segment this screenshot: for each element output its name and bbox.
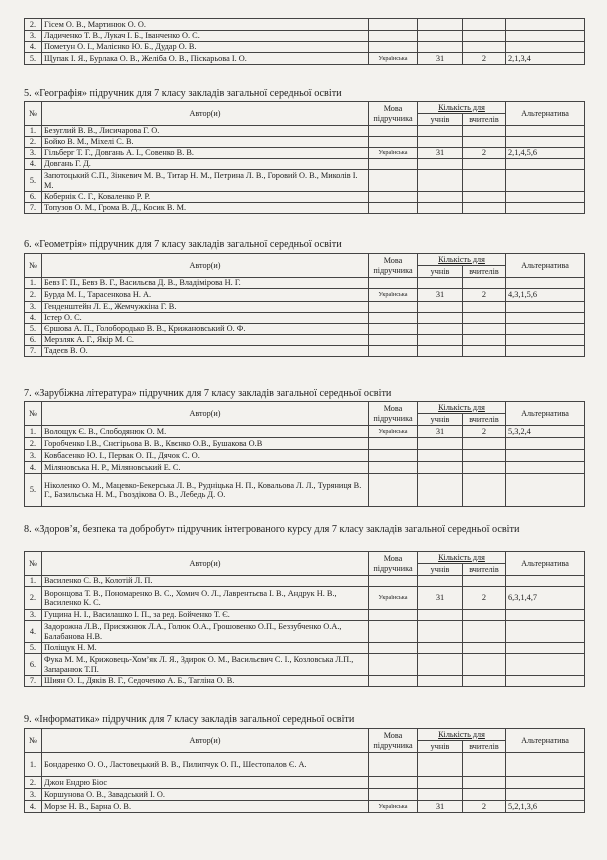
- row-language: [369, 203, 418, 214]
- row-alternative: [506, 31, 585, 42]
- row-teachers-count: [463, 19, 506, 31]
- row-language: [369, 137, 418, 148]
- row-students-count: [418, 753, 463, 777]
- col-author: Автор(и): [42, 729, 369, 753]
- row-alternative: 5,2,1,3,6: [506, 801, 585, 813]
- textbook-table: [24, 101, 585, 214]
- row-students-count: [418, 278, 463, 289]
- row-number: 6.: [25, 654, 42, 676]
- table-row: [25, 126, 585, 137]
- row-language: [369, 621, 418, 643]
- row-students-count: [418, 789, 463, 801]
- row-author: Бойко В. М., Міхелі С. В.: [42, 137, 369, 148]
- row-students-count: 31: [418, 801, 463, 813]
- row-number: 1.: [25, 278, 42, 289]
- row-alternative: [506, 777, 585, 789]
- row-language: [369, 610, 418, 621]
- row-alternative: [506, 302, 585, 313]
- row-teachers-count: [463, 137, 506, 148]
- row-students-count: [418, 450, 463, 462]
- row-students-count: [418, 42, 463, 53]
- row-language: [369, 462, 418, 474]
- table-row: [25, 335, 585, 346]
- row-author: Бондаренко О. О., Ластовецький В. В., Пилипчук О. П., Шестопалов Є. А.: [42, 753, 369, 777]
- row-alternative: [506, 576, 585, 587]
- row-language: [369, 789, 418, 801]
- table-informatics: [24, 728, 585, 813]
- table-row: [25, 654, 585, 676]
- row-teachers-count: [463, 170, 506, 192]
- row-number: 1.: [25, 426, 42, 438]
- row-teachers-count: [463, 42, 506, 53]
- row-teachers-count: [463, 335, 506, 346]
- row-students-count: [418, 676, 463, 687]
- row-alternative: [506, 676, 585, 687]
- row-number: 1.: [25, 576, 42, 587]
- section-title-geography: 5. «Географія» підручник для 7 класу закладів загальної середньої освіти: [24, 88, 342, 99]
- table-row: [25, 474, 585, 507]
- table-row: [25, 789, 585, 801]
- row-author: Мерзляк А. Г., Якір М. С.: [42, 335, 369, 346]
- row-teachers-count: [463, 789, 506, 801]
- row-language: [369, 126, 418, 137]
- row-number: 7.: [25, 676, 42, 687]
- row-author: Кобернік С. Г., Коваленко Р. Р.: [42, 192, 369, 203]
- table-row: [25, 170, 585, 192]
- row-language: Українська: [369, 148, 418, 159]
- table-row: [25, 137, 585, 148]
- row-number: 2.: [25, 587, 42, 610]
- row-alternative: [506, 654, 585, 676]
- row-language: [369, 19, 418, 31]
- row-number: 4.: [25, 621, 42, 643]
- row-language: [369, 438, 418, 450]
- row-number: 5.: [25, 170, 42, 192]
- col-alternative: Альтернатива: [506, 254, 585, 278]
- row-teachers-count: [463, 302, 506, 313]
- col-alternative: Альтернатива: [506, 102, 585, 126]
- col-num: №: [25, 729, 42, 753]
- col-teachers: вчителів: [463, 266, 506, 278]
- table-row: [25, 53, 585, 65]
- row-teachers-count: [463, 192, 506, 203]
- table-geography: [24, 101, 585, 214]
- row-author: Бевз Г. П., Бевз В. Г., Васильєва Д. В., Владімірова Н. Г.: [42, 278, 369, 289]
- row-alternative: [506, 450, 585, 462]
- row-alternative: [506, 42, 585, 53]
- row-alternative: [506, 159, 585, 170]
- row-students-count: [418, 170, 463, 192]
- col-teachers: вчителів: [463, 564, 506, 576]
- textbook-table: [24, 551, 585, 687]
- table-row: [25, 203, 585, 214]
- textbook-table: [24, 728, 585, 813]
- row-teachers-count: [463, 313, 506, 324]
- row-author: Коршунова О. В., Завадський І. О.: [42, 789, 369, 801]
- table-row: [25, 278, 585, 289]
- row-students-count: [418, 335, 463, 346]
- table-row: [25, 159, 585, 170]
- row-language: [369, 450, 418, 462]
- row-author: Ладиченко Т. В., Лукач І. Б., Іванченко О. С.: [42, 31, 369, 42]
- row-number: 4.: [25, 462, 42, 474]
- col-quantity: Кількість для: [418, 402, 506, 414]
- row-number: 3.: [25, 302, 42, 313]
- col-language: Мова підручника: [369, 402, 418, 426]
- row-students-count: [418, 610, 463, 621]
- row-students-count: [418, 159, 463, 170]
- row-author: Джон Ендрю Біос: [42, 777, 369, 789]
- table-row: [25, 426, 585, 438]
- row-students-count: [418, 462, 463, 474]
- row-author: Воронцова Т. В., Пономаренко В. С., Хомич О. Л., Лаврентьєва І. В., Андрук Н. В., Василенко К. С.: [42, 587, 369, 610]
- row-number: 2.: [25, 289, 42, 302]
- row-teachers-count: [463, 610, 506, 621]
- row-author: Ковбасенко Ю. І., Первак О. П., Дячок С. О.: [42, 450, 369, 462]
- table-row: [25, 610, 585, 621]
- col-language: Мова підручника: [369, 552, 418, 576]
- row-number: 7.: [25, 346, 42, 357]
- row-language: [369, 777, 418, 789]
- row-number: 2.: [25, 137, 42, 148]
- table-row: [25, 676, 585, 687]
- row-author: Василенко С. В., Колотій Л. П.: [42, 576, 369, 587]
- textbook-table: [24, 18, 585, 65]
- row-students-count: [418, 474, 463, 507]
- col-language: Мова підручника: [369, 254, 418, 278]
- row-author: Пометун О. І., Малієнко Ю. Б., Дудар О. В.: [42, 42, 369, 53]
- row-author: Горобченко І.В., Снєгірьова В. В., Квєнко О.В., Бушакова О.В: [42, 438, 369, 450]
- col-alternative: Альтернатива: [506, 552, 585, 576]
- col-author: Автор(и): [42, 102, 369, 126]
- row-language: Українська: [369, 801, 418, 813]
- table-row: [25, 753, 585, 777]
- table-row: [25, 450, 585, 462]
- row-number: 2.: [25, 777, 42, 789]
- table-row: [25, 621, 585, 643]
- row-alternative: [506, 346, 585, 357]
- row-teachers-count: 2: [463, 148, 506, 159]
- row-students-count: [418, 203, 463, 214]
- row-students-count: 31: [418, 148, 463, 159]
- row-language: [369, 31, 418, 42]
- row-number: 4.: [25, 801, 42, 813]
- col-author: Автор(и): [42, 552, 369, 576]
- table-row: [25, 42, 585, 53]
- col-num: №: [25, 102, 42, 126]
- row-alternative: [506, 192, 585, 203]
- row-number: 6.: [25, 192, 42, 203]
- row-language: [369, 278, 418, 289]
- table-row: [25, 289, 585, 302]
- col-quantity: Кількість для: [418, 729, 506, 741]
- row-number: 7.: [25, 203, 42, 214]
- row-alternative: [506, 203, 585, 214]
- row-students-count: [418, 19, 463, 31]
- row-teachers-count: 2: [463, 289, 506, 302]
- row-number: 3.: [25, 789, 42, 801]
- row-author: Ніколенко О. М., Мацевко-Бекерська Л. В., Рудніцька Н. П., Ковальова Л. Л., Туряниця В. Г., Базильська Н. М., Гвоздікова О. В., Лебедь Д. О.: [42, 474, 369, 507]
- row-author: Запотоцький С.П., Зінкевич М. В., Титар Н. М., Петрина Л. В., Горовий О. В., Миколів І. М.: [42, 170, 369, 192]
- row-author: Генденштейн Л. Е., Жемчужкіна Г. В.: [42, 302, 369, 313]
- col-students: учнів: [418, 266, 463, 278]
- table-row: [25, 643, 585, 654]
- table-row: [25, 587, 585, 610]
- row-language: [369, 335, 418, 346]
- table-row: [25, 777, 585, 789]
- col-num: №: [25, 254, 42, 278]
- row-author: Щупак І. Я., Бурлака О. В., Желіба О. В., Піскарьова І. О.: [42, 53, 369, 65]
- row-language: [369, 654, 418, 676]
- col-students: учнів: [418, 114, 463, 126]
- row-alternative: [506, 462, 585, 474]
- row-language: [369, 159, 418, 170]
- row-language: [369, 302, 418, 313]
- section-title-informatics: 9. «Інформатика» підручник для 7 класу закладів загальної середньої освіти: [24, 714, 355, 725]
- col-alternative: Альтернатива: [506, 402, 585, 426]
- row-author: Тадеєв В. О.: [42, 346, 369, 357]
- row-number: 5.: [25, 324, 42, 335]
- row-students-count: 31: [418, 587, 463, 610]
- row-author: Єршова А. П., Голобородько В. В., Крижановський О. Ф.: [42, 324, 369, 335]
- row-students-count: 31: [418, 53, 463, 65]
- section-title-foreign-literature: 7. «Зарубіжна література» підручник для 7 класу закладів загальної середньої освіти: [24, 388, 392, 399]
- col-students: учнів: [418, 741, 463, 753]
- row-author: Гісем О. В., Мартинюк О. О.: [42, 19, 369, 31]
- col-author: Автор(и): [42, 402, 369, 426]
- col-students: учнів: [418, 414, 463, 426]
- row-language: [369, 474, 418, 507]
- row-students-count: [418, 621, 463, 643]
- row-language: Українська: [369, 426, 418, 438]
- row-teachers-count: [463, 462, 506, 474]
- row-alternative: [506, 335, 585, 346]
- row-author: Міляновська Н. Р., Міляновський Е. С.: [42, 462, 369, 474]
- row-teachers-count: [463, 676, 506, 687]
- row-language: [369, 313, 418, 324]
- row-language: [369, 643, 418, 654]
- row-teachers-count: [463, 31, 506, 42]
- row-number: 5.: [25, 474, 42, 507]
- table-health-safety: [24, 551, 585, 687]
- row-author: Істер О. С.: [42, 313, 369, 324]
- row-author: Волощук Є. В., Слободянюк О. М.: [42, 426, 369, 438]
- textbook-table: [24, 401, 585, 507]
- row-teachers-count: [463, 753, 506, 777]
- row-author: Морзе Н. В., Барна О. В.: [42, 801, 369, 813]
- row-students-count: 31: [418, 289, 463, 302]
- row-alternative: 5,3,2,4: [506, 426, 585, 438]
- row-language: Українська: [369, 289, 418, 302]
- row-author: Поліщук Н. М.: [42, 643, 369, 654]
- col-quantity: Кількість для: [418, 552, 506, 564]
- table-row: [25, 192, 585, 203]
- row-teachers-count: [463, 643, 506, 654]
- row-number: 4.: [25, 313, 42, 324]
- col-quantity: Кількість для: [418, 102, 506, 114]
- row-students-count: [418, 654, 463, 676]
- row-language: [369, 192, 418, 203]
- row-author: Задорожна Л.В., Присяжнюк Л.А., Голюк О.А., Грошовенко О.П., Беззубченко О.А., Балабанова Н.В.: [42, 621, 369, 643]
- row-number: 2.: [25, 438, 42, 450]
- row-author: Бурда М. І., Тарасенкова Н. А.: [42, 289, 369, 302]
- row-teachers-count: [463, 324, 506, 335]
- row-alternative: [506, 753, 585, 777]
- table-row: [25, 302, 585, 313]
- row-author: Фука М. М., Крижовець-Хом’як Л. Я., Здирок О. М., Васильєвич С. І., Козловська Л.П., Запаранюк Т.П.: [42, 654, 369, 676]
- row-teachers-count: [463, 203, 506, 214]
- row-teachers-count: [463, 450, 506, 462]
- row-alternative: [506, 278, 585, 289]
- col-num: №: [25, 402, 42, 426]
- row-teachers-count: [463, 278, 506, 289]
- row-students-count: [418, 324, 463, 335]
- row-number: 5.: [25, 643, 42, 654]
- col-num: №: [25, 552, 42, 576]
- row-students-count: [418, 643, 463, 654]
- table-row: [25, 148, 585, 159]
- row-alternative: [506, 621, 585, 643]
- row-alternative: [506, 170, 585, 192]
- row-teachers-count: [463, 777, 506, 789]
- col-author: Автор(и): [42, 254, 369, 278]
- row-number: 1.: [25, 753, 42, 777]
- row-language: [369, 576, 418, 587]
- row-teachers-count: 2: [463, 426, 506, 438]
- row-alternative: [506, 324, 585, 335]
- row-number: 2.: [25, 19, 42, 31]
- col-teachers: вчителів: [463, 114, 506, 126]
- row-students-count: [418, 777, 463, 789]
- col-teachers: вчителів: [463, 414, 506, 426]
- row-teachers-count: [463, 621, 506, 643]
- row-alternative: 2,1,4,5,6: [506, 148, 585, 159]
- row-teachers-count: [463, 159, 506, 170]
- row-alternative: [506, 126, 585, 137]
- table-history: [24, 18, 585, 65]
- row-alternative: 6,3,1,4,7: [506, 587, 585, 610]
- table-row: [25, 19, 585, 31]
- row-author: Безуглий В. В., Лисичарова Г. О.: [42, 126, 369, 137]
- col-language: Мова підручника: [369, 729, 418, 753]
- table-foreign-literature: [24, 401, 585, 507]
- row-teachers-count: [463, 126, 506, 137]
- row-number: 3.: [25, 31, 42, 42]
- table-row: [25, 346, 585, 357]
- row-students-count: 31: [418, 426, 463, 438]
- row-teachers-count: [463, 576, 506, 587]
- row-students-count: [418, 346, 463, 357]
- table-row: [25, 801, 585, 813]
- row-language: [369, 42, 418, 53]
- col-language: Мова підручника: [369, 102, 418, 126]
- row-language: [369, 753, 418, 777]
- row-alternative: [506, 137, 585, 148]
- row-language: [369, 170, 418, 192]
- row-students-count: [418, 192, 463, 203]
- table-row: [25, 438, 585, 450]
- row-alternative: [506, 313, 585, 324]
- col-students: учнів: [418, 564, 463, 576]
- row-number: 6.: [25, 335, 42, 346]
- row-author: Довгань Г. Д.: [42, 159, 369, 170]
- row-author: Топузов О. М., Грома В. Д., Косик В. М.: [42, 203, 369, 214]
- row-teachers-count: 2: [463, 801, 506, 813]
- table-row: [25, 31, 585, 42]
- table-geometry: [24, 253, 585, 357]
- row-alternative: [506, 610, 585, 621]
- row-language: [369, 346, 418, 357]
- row-alternative: 2,1,3,4: [506, 53, 585, 65]
- row-language: Українська: [369, 53, 418, 65]
- row-number: 3.: [25, 450, 42, 462]
- row-author: Шиян О. І., Дяків В. Г., Седоченко А. Б., Тагліна О. В.: [42, 676, 369, 687]
- row-number: 5.: [25, 53, 42, 65]
- row-alternative: 4,3,1,5,6: [506, 289, 585, 302]
- row-alternative: [506, 789, 585, 801]
- table-row: [25, 462, 585, 474]
- row-number: 4.: [25, 42, 42, 53]
- row-number: 4.: [25, 159, 42, 170]
- row-alternative: [506, 474, 585, 507]
- row-students-count: [418, 126, 463, 137]
- col-quantity: Кількість для: [418, 254, 506, 266]
- row-author: Гущина Н. І., Василашко І. П., за ред. Бойченко Т. Є.: [42, 610, 369, 621]
- row-students-count: [418, 31, 463, 42]
- col-teachers: вчителів: [463, 741, 506, 753]
- row-teachers-count: [463, 346, 506, 357]
- row-alternative: [506, 19, 585, 31]
- row-teachers-count: 2: [463, 587, 506, 610]
- row-author: Гільберг Т. Г., Довгань А. І., Совенко В. В.: [42, 148, 369, 159]
- col-alternative: Альтернатива: [506, 729, 585, 753]
- row-number: 3.: [25, 148, 42, 159]
- section-title-geometry: 6. «Геометрія» підручник для 7 класу закладів загальної середньої освіти: [24, 239, 342, 250]
- row-students-count: [418, 313, 463, 324]
- row-students-count: [418, 137, 463, 148]
- row-teachers-count: [463, 474, 506, 507]
- table-row: [25, 313, 585, 324]
- row-number: 1.: [25, 126, 42, 137]
- section-title-health-safety: 8. «Здоров’я, безпека та добробут» підручник інтегрованого курсу для 7 класу закладів загальної середньої освіти: [24, 524, 520, 535]
- table-row: [25, 576, 585, 587]
- row-teachers-count: [463, 438, 506, 450]
- row-students-count: [418, 576, 463, 587]
- row-language: Українська: [369, 587, 418, 610]
- row-language: [369, 324, 418, 335]
- row-alternative: [506, 438, 585, 450]
- row-teachers-count: 2: [463, 53, 506, 65]
- row-number: 3.: [25, 610, 42, 621]
- row-students-count: [418, 302, 463, 313]
- row-alternative: [506, 643, 585, 654]
- row-students-count: [418, 438, 463, 450]
- row-teachers-count: [463, 654, 506, 676]
- row-language: [369, 676, 418, 687]
- table-row: [25, 324, 585, 335]
- textbook-table: [24, 253, 585, 357]
